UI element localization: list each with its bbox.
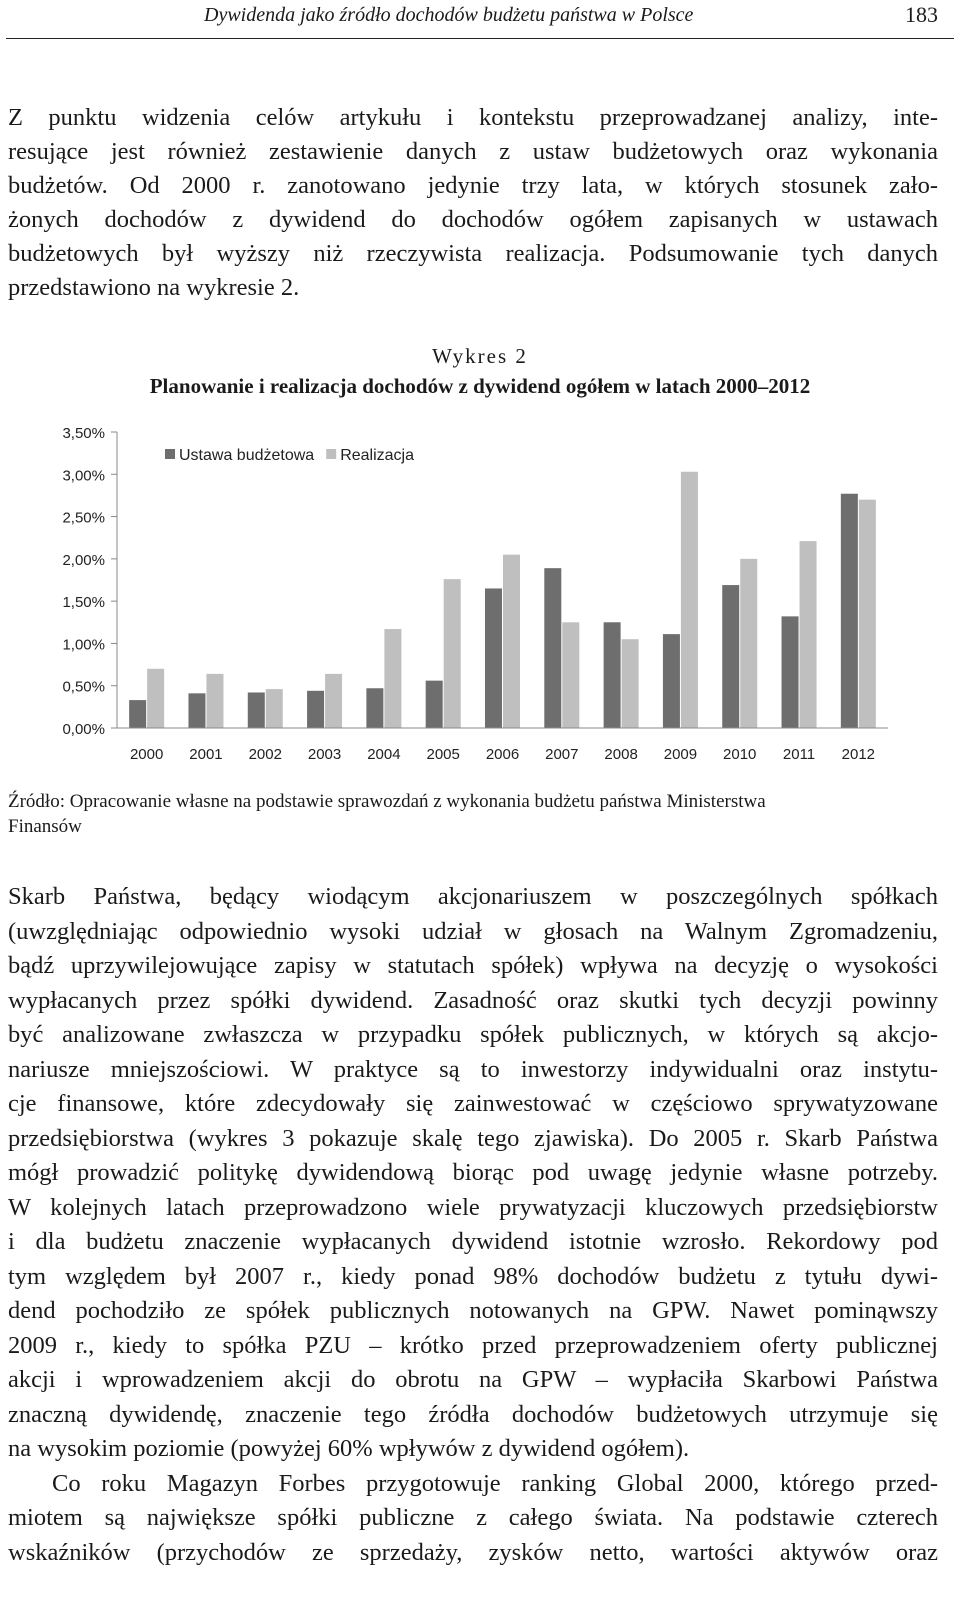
- text-line: cje finansowe, które zdecydowały się zainwestować w częściowo sprywatyzowane: [8, 1090, 938, 1117]
- bar-ustawa-2012: [841, 494, 858, 728]
- text-line: wskaźników (przychodów ze sprzedaży, zysków netto, wartości aktywów oraz: [8, 1538, 938, 1566]
- running-header: [0, 0, 960, 42]
- y-tick-label: 3,50%: [62, 425, 105, 442]
- figure-label: Wykres 2: [432, 344, 528, 368]
- figure-title: Planowanie i realizacja dochodów z dywidend ogółem w latach 2000–2012: [149, 374, 811, 398]
- x-tick-label: 2007: [545, 746, 579, 763]
- text-line: na wysokim poziomie (powyżej 60% wpływów z dywidend ogółem).: [8, 1435, 690, 1462]
- bar-ustawa-2010: [722, 585, 739, 728]
- text-line: przedstawiono na wykresie 2.: [8, 274, 300, 301]
- text-line: i dla budżetu znaczenie wypłacanych dywidend istotnie wzrosło. Rekordowy pod: [8, 1228, 938, 1255]
- text-line: budżetowych był wyższy niż rzeczywista realizacja. Podsumowanie tych danych: [8, 240, 938, 267]
- bar-ustawa-2009: [663, 634, 680, 728]
- y-axis: [62, 425, 117, 738]
- legend-swatch: [165, 449, 175, 459]
- text-line: znaczną dywidendę, znaczenie tego źródła dochodów budżetowych utrzymuje się: [8, 1400, 938, 1428]
- source-line: Źródło: Opracowanie własne na podstawie sprawozdań z wykonania budżetu państwa Ministerstwa: [8, 791, 766, 812]
- x-tick-label: 2009: [663, 746, 698, 763]
- legend-label: Ustawa budżetowa: [179, 447, 315, 464]
- x-tick-label: 2010: [723, 746, 757, 763]
- text-line: (uwzględniając odpowiednio wysoki udział w głosach na Walnym Zgromadzeniu,: [8, 917, 938, 945]
- bar-realizacja-2006: [503, 555, 520, 728]
- text-line: mógł prowadzić politykę dywidendową biorąc pod uwagę jedynie własne potrzeby.: [8, 1159, 938, 1186]
- y-tick-label: 0,00%: [62, 721, 105, 738]
- bar-ustawa-2006: [485, 588, 502, 728]
- bar-realizacja-2002: [266, 689, 283, 728]
- bar-realizacja-2004: [384, 629, 401, 728]
- bar-chart: [0, 410, 960, 778]
- y-tick-label: 1,00%: [62, 636, 105, 654]
- bar-realizacja-2005: [444, 579, 461, 728]
- page-number: 183: [905, 2, 938, 27]
- bars: [129, 472, 876, 728]
- bar-ustawa-2007: [544, 568, 561, 728]
- text-line: być analizowane zwłaszcza w przypadku spółek publicznych, w których są akcjo-: [8, 1021, 938, 1048]
- legend-label: Realizacja: [340, 447, 414, 464]
- text-line: resujące jest również zestawienie danych z ustaw budżetowych oraz wykonania: [8, 138, 938, 165]
- bar-realizacja-2012: [859, 500, 876, 728]
- text-line: nariusze mniejszościowi. W praktyce są to inwestorzy indywidualni oraz instytu-: [8, 1055, 938, 1083]
- x-tick-label: 2003: [307, 746, 342, 763]
- text-line: tym względem był 2007 r., kiedy ponad 98% dochodów budżetu z tytułu dywi-: [8, 1262, 938, 1290]
- x-tick-label: 2000: [129, 746, 164, 763]
- bar-ustawa-2004: [366, 688, 383, 728]
- text-line: żonych dochodów z dywidend do dochodów ogółem zapisanych w ustawach: [8, 206, 938, 233]
- text-line: wypłacanych przez spółki dywidend. Zasadność oraz skutki tych decyzji powinny: [8, 986, 938, 1014]
- legend: [165, 447, 414, 464]
- y-tick-label: 3,00%: [62, 467, 105, 485]
- y-tick-label: 0,50%: [62, 678, 105, 696]
- x-tick-label: 2004: [367, 746, 401, 763]
- text-line: dend pochodziło ze spółek publicznych notowanych na GPW. Nawet pominąwszy: [8, 1297, 938, 1324]
- bar-realizacja-2009: [681, 472, 698, 728]
- x-tick-label: 2012: [841, 746, 876, 763]
- text-line: Co roku Magazyn Forbes przygotowuje ranking Global 2000, którego przed-: [52, 1469, 938, 1497]
- running-header-title: Dywidenda jako źródło dochodów budżetu państwa w Polsce: [204, 4, 694, 26]
- text-line: 2009 r., kiedy to spółka PZU – krótko przed przeprowadzeniem oferty publicznej: [8, 1331, 938, 1359]
- figure-source: [8, 789, 953, 839]
- y-tick-label: 2,50%: [62, 509, 105, 527]
- intro-paragraph: [8, 101, 938, 311]
- text-line: Z punktu widzenia celów artykułu i kontekstu przeprowadzanej analizy, inte-: [8, 104, 938, 131]
- bar-realizacja-2008: [622, 639, 639, 728]
- text-line: budżetów. Od 2000 r. zanotowano jedynie trzy lata, w których stosunek zało-: [8, 172, 938, 199]
- bar-realizacja-2010: [740, 559, 757, 728]
- y-tick-label: 2,00%: [62, 551, 105, 569]
- bar-ustawa-2002: [248, 692, 265, 728]
- text-line: miotem są największe spółki publiczne z całego świata. Na podstawie czterech: [8, 1504, 938, 1531]
- text-line: akcji i wprowadzeniem akcji do obrotu na GPW – wypłaciła Skarbowi Państwa: [8, 1366, 938, 1393]
- text-line: bądź uprzywilejowujące zapisy w statutach spółek) wpływa na decyzję o wysokości: [8, 952, 938, 979]
- x-tick-label: 2011: [782, 746, 816, 763]
- bar-ustawa-2011: [782, 616, 799, 728]
- x-tick-label: 2005: [426, 746, 460, 763]
- body-text: [8, 880, 938, 1600]
- x-tick-label: 2006: [485, 746, 520, 763]
- source-line: Finansów: [8, 816, 82, 837]
- x-tick-label: 2001: [189, 746, 223, 763]
- text-line: przedsiębiorstwa (wykres 3 pokazuje skalę tego zjawiska). Do 2005 r. Skarb Państwa: [8, 1124, 938, 1152]
- bar-realizacja-2003: [325, 674, 342, 728]
- bar-realizacja-2000: [147, 669, 164, 728]
- bar-ustawa-2001: [188, 693, 205, 728]
- bar-ustawa-2003: [307, 691, 324, 728]
- legend-swatch: [326, 449, 336, 459]
- bar-realizacja-2007: [562, 622, 579, 728]
- text-line: W kolejnych latach przeprowadzono wiele prywatyzacji kluczowych przedsiębiorstw: [8, 1193, 938, 1221]
- header-rule: [6, 38, 954, 39]
- bar-realizacja-2011: [800, 541, 817, 728]
- bar-ustawa-2005: [426, 681, 443, 728]
- x-tick-label: 2002: [248, 746, 282, 763]
- x-tick-label: 2008: [604, 746, 638, 763]
- text-line: Skarb Państwa, będący wiodącym akcjonariuszem w poszczególnych spółkach: [8, 883, 938, 910]
- bar-realizacja-2001: [206, 674, 223, 728]
- x-axis: [117, 728, 888, 763]
- bar-ustawa-2008: [604, 622, 621, 728]
- bar-ustawa-2000: [129, 700, 146, 728]
- y-tick-label: 1,50%: [62, 594, 105, 612]
